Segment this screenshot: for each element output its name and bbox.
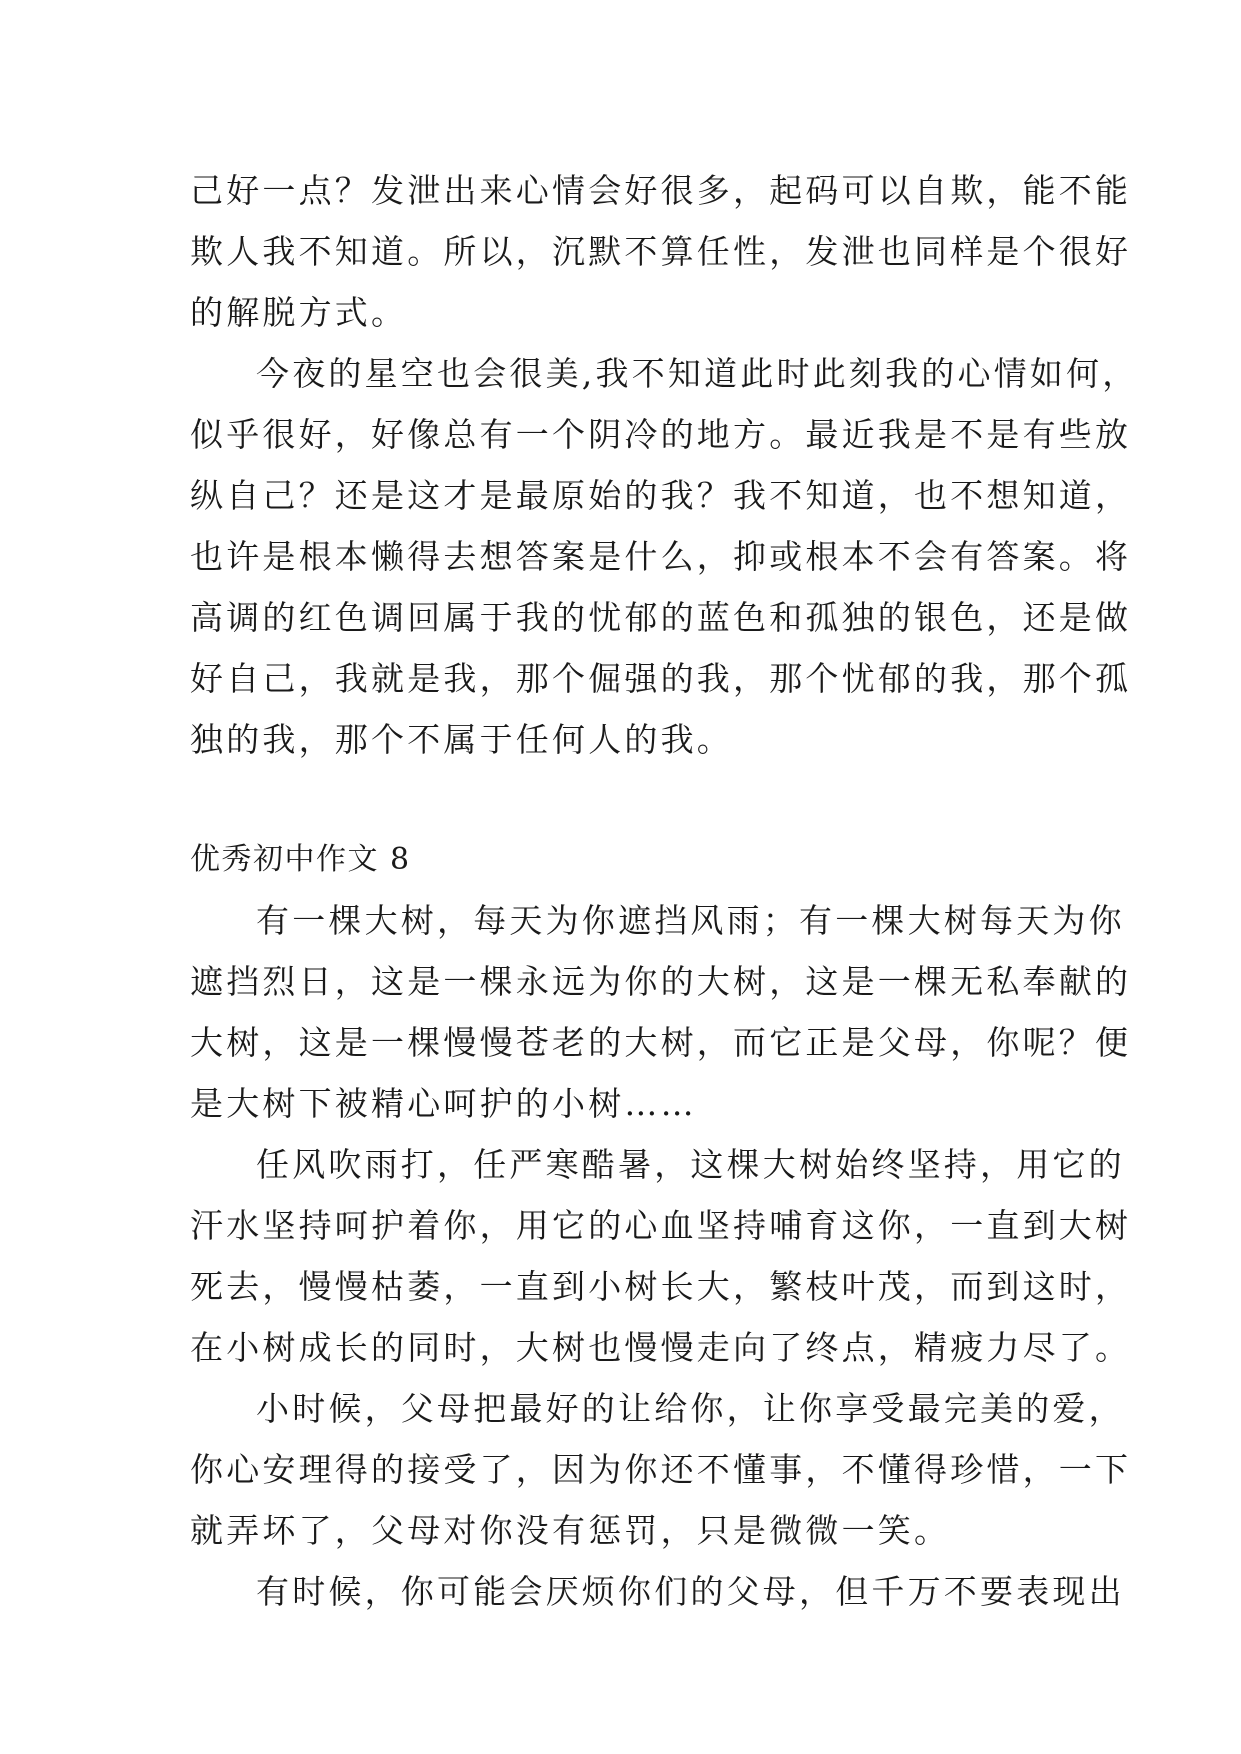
section-heading: 优秀初中作文 8: [190, 842, 411, 877]
text-line: 独的我，那个不属于任何人的我。: [190, 720, 733, 759]
section-spacer: [190, 770, 1050, 830]
document-body: [190, 160, 1139, 1622]
text-line: 有一棵大树，每天为你遮挡风雨；有一棵大树每天为你: [256, 901, 1125, 940]
text-line: 高调的红色调回属于我的忧郁的蓝色和孤独的银色，还是做: [190, 598, 1132, 637]
text-line: 遮挡烈日，这是一棵永远为你的大树，这是一棵无私奉献的: [190, 962, 1132, 1001]
text-line: 己好一点？发泄出来心情会好很多，起码可以自欺，能不能: [190, 171, 1132, 210]
text-line: 汗水坚持呵护着你，用它的心血坚持哺育这你，一直到大树: [190, 1206, 1132, 1245]
text-line: 有时候，你可能会厌烦你们的父母，但千万不要表现出: [256, 1572, 1125, 1611]
text-line: 也许是根本懒得去想答案是什么，抑或根本不会有答案。将: [190, 537, 1132, 576]
text-line: 任风吹雨打，任严寒酷暑，这棵大树始终坚持，用它的: [256, 1145, 1125, 1184]
text-line: 你心安理得的接受了，因为你还不懂事，不懂得珍惜，一下: [190, 1450, 1132, 1489]
text-line: 似乎很好，好像总有一个阴冷的地方。最近我是不是有些放: [190, 415, 1132, 454]
paragraph: [190, 160, 1132, 343]
text-line: 小时候，父母把最好的让给你，让你享受最完美的爱，: [256, 1389, 1125, 1428]
text-line: 欺人我不知道。所以，沉默不算任性，发泄也同样是个很好: [190, 232, 1132, 271]
paragraph: [190, 1134, 1132, 1378]
paragraph: [190, 343, 1139, 770]
paragraph: [190, 890, 1132, 1134]
paragraph: [190, 1561, 1125, 1622]
paragraph: [190, 1378, 1132, 1561]
text-line: 今夜的星空也会很美,我不知道此时此刻我的心情如何，: [256, 354, 1139, 393]
text-line: 就弄坏了，父母对你没有惩罚，只是微微一笑。: [190, 1511, 951, 1550]
text-line: 纵自己？还是这才是最原始的我？我不知道，也不想知道，: [190, 476, 1132, 515]
text-line: 是大树下被精心呵护的小树……: [190, 1084, 697, 1123]
text-line: 在小树成长的同时，大树也慢慢走向了终点，精疲力尽了。: [190, 1328, 1132, 1367]
text-line: 好自己，我就是我，那个倔强的我，那个忧郁的我，那个孤: [190, 659, 1132, 698]
text-line: 死去，慢慢枯萎，一直到小树长大，繁枝叶茂，而到这时，: [190, 1267, 1132, 1306]
text-line: 的解脱方式。: [190, 293, 408, 332]
text-line: 大树，这是一棵慢慢苍老的大树，而它正是父母，你呢？便: [190, 1023, 1132, 1062]
